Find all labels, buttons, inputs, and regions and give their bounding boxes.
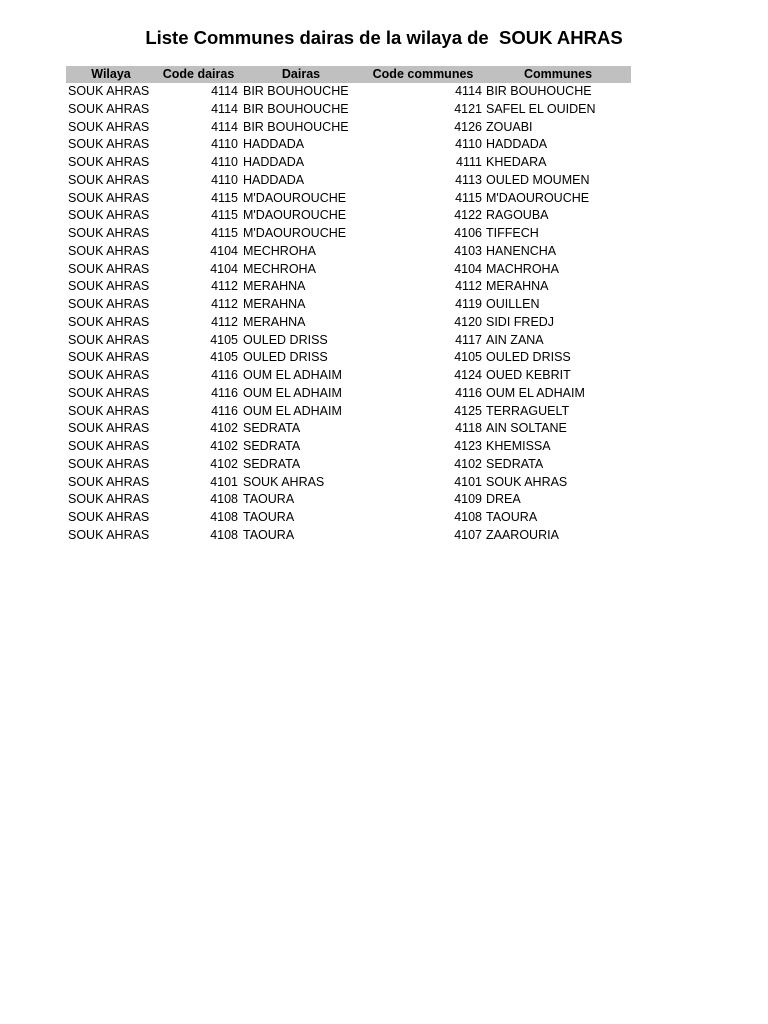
cell-code-commune: 4122 <box>454 208 482 223</box>
cell-wilaya: SOUK AHRAS <box>68 403 150 418</box>
table-row <box>66 119 631 137</box>
cell-wilaya: SOUK AHRAS <box>68 368 150 382</box>
cell-commune: AIN SOLTANE <box>486 421 567 436</box>
cell-commune: TIFFECH <box>486 226 539 240</box>
table-row <box>66 491 631 509</box>
cell-code-commune: 4123 <box>454 439 482 453</box>
cell-code-daira: 4102 <box>210 421 238 436</box>
cell-daira: SOUK AHRAS <box>243 474 325 489</box>
cell-code-daira: 4114 <box>211 84 238 98</box>
table-row <box>66 420 631 438</box>
cell-code-commune: 4124 <box>454 368 482 382</box>
cell-wilaya: SOUK AHRAS <box>68 226 150 240</box>
cell-code-daira: 4115 <box>211 208 238 223</box>
cell-code-commune: 4116 <box>455 385 482 400</box>
cell-wilaya: SOUK AHRAS <box>68 101 150 116</box>
table-row <box>66 154 631 172</box>
cell-daira: SEDRATA <box>243 421 301 436</box>
cell-wilaya: SOUK AHRAS <box>68 332 150 347</box>
cell-commune: SOUK AHRAS <box>486 474 568 489</box>
cell-wilaya: SOUK AHRAS <box>68 297 150 311</box>
cell-commune: OUM EL ADHAIM <box>486 385 585 400</box>
cell-code-daira: 4115 <box>211 226 238 240</box>
table-row <box>66 438 631 456</box>
header-wilaya: Wilaya <box>91 67 131 81</box>
cell-wilaya: SOUK AHRAS <box>68 243 150 258</box>
cell-code-commune: 4113 <box>455 172 482 187</box>
cell-commune: DREA <box>486 492 521 507</box>
table-header-row <box>66 66 631 83</box>
cell-daira: BIR BOUHOUCHE <box>243 101 349 116</box>
cell-commune: AIN ZANA <box>486 332 544 347</box>
page-title: Liste Communes dairas de la wilaya de SOUK AHRAS <box>145 27 623 48</box>
table-row <box>66 136 631 154</box>
cell-code-commune: 4105 <box>454 350 482 365</box>
cell-commune: KHEMISSA <box>486 439 551 453</box>
communes-table <box>66 66 631 545</box>
cell-wilaya: SOUK AHRAS <box>68 421 150 436</box>
table-row <box>66 385 631 403</box>
cell-daira: SEDRATA <box>243 439 301 453</box>
cell-wilaya: SOUK AHRAS <box>68 474 150 489</box>
cell-code-commune: 4114 <box>455 84 482 98</box>
cell-code-daira: 4114 <box>211 119 238 134</box>
table-row <box>66 509 631 527</box>
table-row <box>66 172 631 190</box>
cell-wilaya: SOUK AHRAS <box>68 385 150 400</box>
cell-commune: SEDRATA <box>486 456 544 471</box>
cell-code-daira: 4110 <box>211 172 238 187</box>
cell-wilaya: SOUK AHRAS <box>68 261 150 276</box>
cell-daira: MERAHNA <box>243 279 306 294</box>
header-code-communes: Code communes <box>372 67 474 81</box>
table-row <box>66 367 631 385</box>
header-communes: Communes <box>523 67 593 81</box>
cell-daira: M'DAOUROUCHE <box>243 226 347 240</box>
cell-commune: SIDI FREDJ <box>486 314 555 329</box>
cell-wilaya: SOUK AHRAS <box>68 510 150 524</box>
table-row <box>66 349 631 367</box>
table-row <box>66 456 631 474</box>
table-row <box>66 296 631 314</box>
cell-wilaya: SOUK AHRAS <box>68 84 150 98</box>
cell-code-daira: 4105 <box>210 350 238 365</box>
cell-code-commune: 4126 <box>454 119 482 134</box>
table-row <box>66 278 631 296</box>
cell-commune: M'DAOUROUCHE <box>486 190 590 205</box>
cell-daira: SEDRATA <box>243 456 301 471</box>
cell-daira: MECHROHA <box>243 261 316 276</box>
cell-code-commune: 4111 <box>456 155 482 169</box>
table-row <box>66 403 631 421</box>
table-row <box>66 261 631 279</box>
cell-wilaya: SOUK AHRAS <box>68 279 150 294</box>
cell-code-daira: 4116 <box>211 385 238 400</box>
cell-commune: OULED DRISS <box>486 350 571 365</box>
cell-code-commune: 4125 <box>454 403 482 418</box>
cell-code-commune: 4108 <box>454 510 482 524</box>
cell-code-commune: 4110 <box>455 137 482 152</box>
cell-code-daira: 4112 <box>211 279 238 294</box>
cell-wilaya: SOUK AHRAS <box>68 208 150 223</box>
cell-code-daira: 4105 <box>210 332 238 347</box>
cell-wilaya: SOUK AHRAS <box>68 439 150 453</box>
table-row <box>66 332 631 350</box>
cell-code-commune: 4117 <box>455 332 482 347</box>
cell-code-daira: 4112 <box>211 314 238 329</box>
cell-code-daira: 4104 <box>210 261 238 276</box>
cell-code-commune: 4103 <box>454 243 482 258</box>
cell-daira: TAOURA <box>243 510 295 524</box>
cell-commune: TERRAGUELT <box>486 403 570 418</box>
cell-daira: BIR BOUHOUCHE <box>243 84 349 98</box>
cell-code-commune: 4115 <box>455 190 482 205</box>
cell-wilaya: SOUK AHRAS <box>68 119 150 134</box>
cell-code-commune: 4101 <box>454 474 482 489</box>
table-row <box>66 474 631 492</box>
cell-code-commune: 4107 <box>454 527 482 542</box>
cell-code-commune: 4121 <box>454 101 482 116</box>
cell-daira: MERAHNA <box>243 297 306 311</box>
cell-commune: RAGOUBA <box>486 208 549 223</box>
cell-daira: HADDADA <box>243 172 305 187</box>
cell-daira: M'DAOUROUCHE <box>243 190 347 205</box>
cell-commune: KHEDARA <box>486 155 547 169</box>
cell-code-commune: 4120 <box>454 314 482 329</box>
table-row <box>66 225 631 243</box>
cell-daira: MECHROHA <box>243 243 316 258</box>
cell-daira: HADDADA <box>243 137 305 152</box>
cell-commune: MERAHNA <box>486 279 549 294</box>
cell-daira: TAOURA <box>243 527 295 542</box>
cell-commune: BIR BOUHOUCHE <box>486 84 592 98</box>
cell-code-commune: 4109 <box>454 492 482 507</box>
cell-code-daira: 4108 <box>210 510 238 524</box>
cell-commune: HANENCHA <box>486 243 557 258</box>
cell-code-commune: 4119 <box>455 297 482 311</box>
cell-code-daira: 4114 <box>211 101 238 116</box>
cell-commune: ZOUABI <box>486 119 533 134</box>
table-row <box>66 101 631 119</box>
cell-daira: BIR BOUHOUCHE <box>243 119 349 134</box>
cell-wilaya: SOUK AHRAS <box>68 155 150 169</box>
cell-code-daira: 4112 <box>211 297 238 311</box>
cell-daira: OULED DRISS <box>243 332 328 347</box>
table-row <box>66 243 631 261</box>
cell-wilaya: SOUK AHRAS <box>68 314 150 329</box>
cell-code-commune: 4104 <box>454 261 482 276</box>
cell-commune: SAFEL EL OUIDEN <box>486 101 596 116</box>
cell-wilaya: SOUK AHRAS <box>68 350 150 365</box>
cell-code-daira: 4102 <box>210 456 238 471</box>
cell-commune: ZAAROURIA <box>486 527 559 542</box>
table-row <box>66 314 631 332</box>
cell-code-commune: 4112 <box>455 279 482 294</box>
cell-code-commune: 4106 <box>454 226 482 240</box>
cell-daira: HADDADA <box>243 155 305 169</box>
cell-code-daira: 4110 <box>211 137 238 152</box>
cell-daira: OUM EL ADHAIM <box>243 385 342 400</box>
table-row <box>66 207 631 225</box>
cell-commune: TAOURA <box>486 510 538 524</box>
cell-daira: OULED DRISS <box>243 350 328 365</box>
cell-code-daira: 4104 <box>210 243 238 258</box>
cell-wilaya: SOUK AHRAS <box>68 190 150 205</box>
cell-code-daira: 4110 <box>211 155 238 169</box>
cell-code-daira: 4116 <box>211 368 238 382</box>
cell-daira: OUM EL ADHAIM <box>243 368 342 382</box>
cell-commune: HADDADA <box>486 137 548 152</box>
cell-code-daira: 4108 <box>210 492 238 507</box>
cell-commune: OUILLEN <box>486 297 540 311</box>
cell-commune: MACHROHA <box>486 261 559 276</box>
cell-wilaya: SOUK AHRAS <box>68 492 150 507</box>
cell-code-daira: 4102 <box>210 439 238 453</box>
cell-wilaya: SOUK AHRAS <box>68 137 150 152</box>
header-code-dairas: Code dairas <box>162 67 235 81</box>
cell-daira: MERAHNA <box>243 314 306 329</box>
cell-daira: TAOURA <box>243 492 295 507</box>
table-body <box>66 83 631 545</box>
cell-commune: OUED KEBRIT <box>486 368 571 382</box>
cell-daira: M'DAOUROUCHE <box>243 208 347 223</box>
cell-code-daira: 4108 <box>210 527 238 542</box>
cell-code-daira: 4116 <box>211 403 238 418</box>
table-row <box>66 190 631 208</box>
cell-code-commune: 4118 <box>455 421 482 436</box>
cell-wilaya: SOUK AHRAS <box>68 172 150 187</box>
cell-code-commune: 4102 <box>454 456 482 471</box>
table-row <box>66 527 631 545</box>
cell-wilaya: SOUK AHRAS <box>68 527 150 542</box>
cell-commune: OULED MOUMEN <box>486 172 590 187</box>
cell-code-daira: 4101 <box>210 474 238 489</box>
cell-wilaya: SOUK AHRAS <box>68 456 150 471</box>
cell-daira: OUM EL ADHAIM <box>243 403 342 418</box>
table-row <box>66 83 631 101</box>
cell-code-daira: 4115 <box>211 190 238 205</box>
header-dairas: Dairas <box>281 67 321 81</box>
